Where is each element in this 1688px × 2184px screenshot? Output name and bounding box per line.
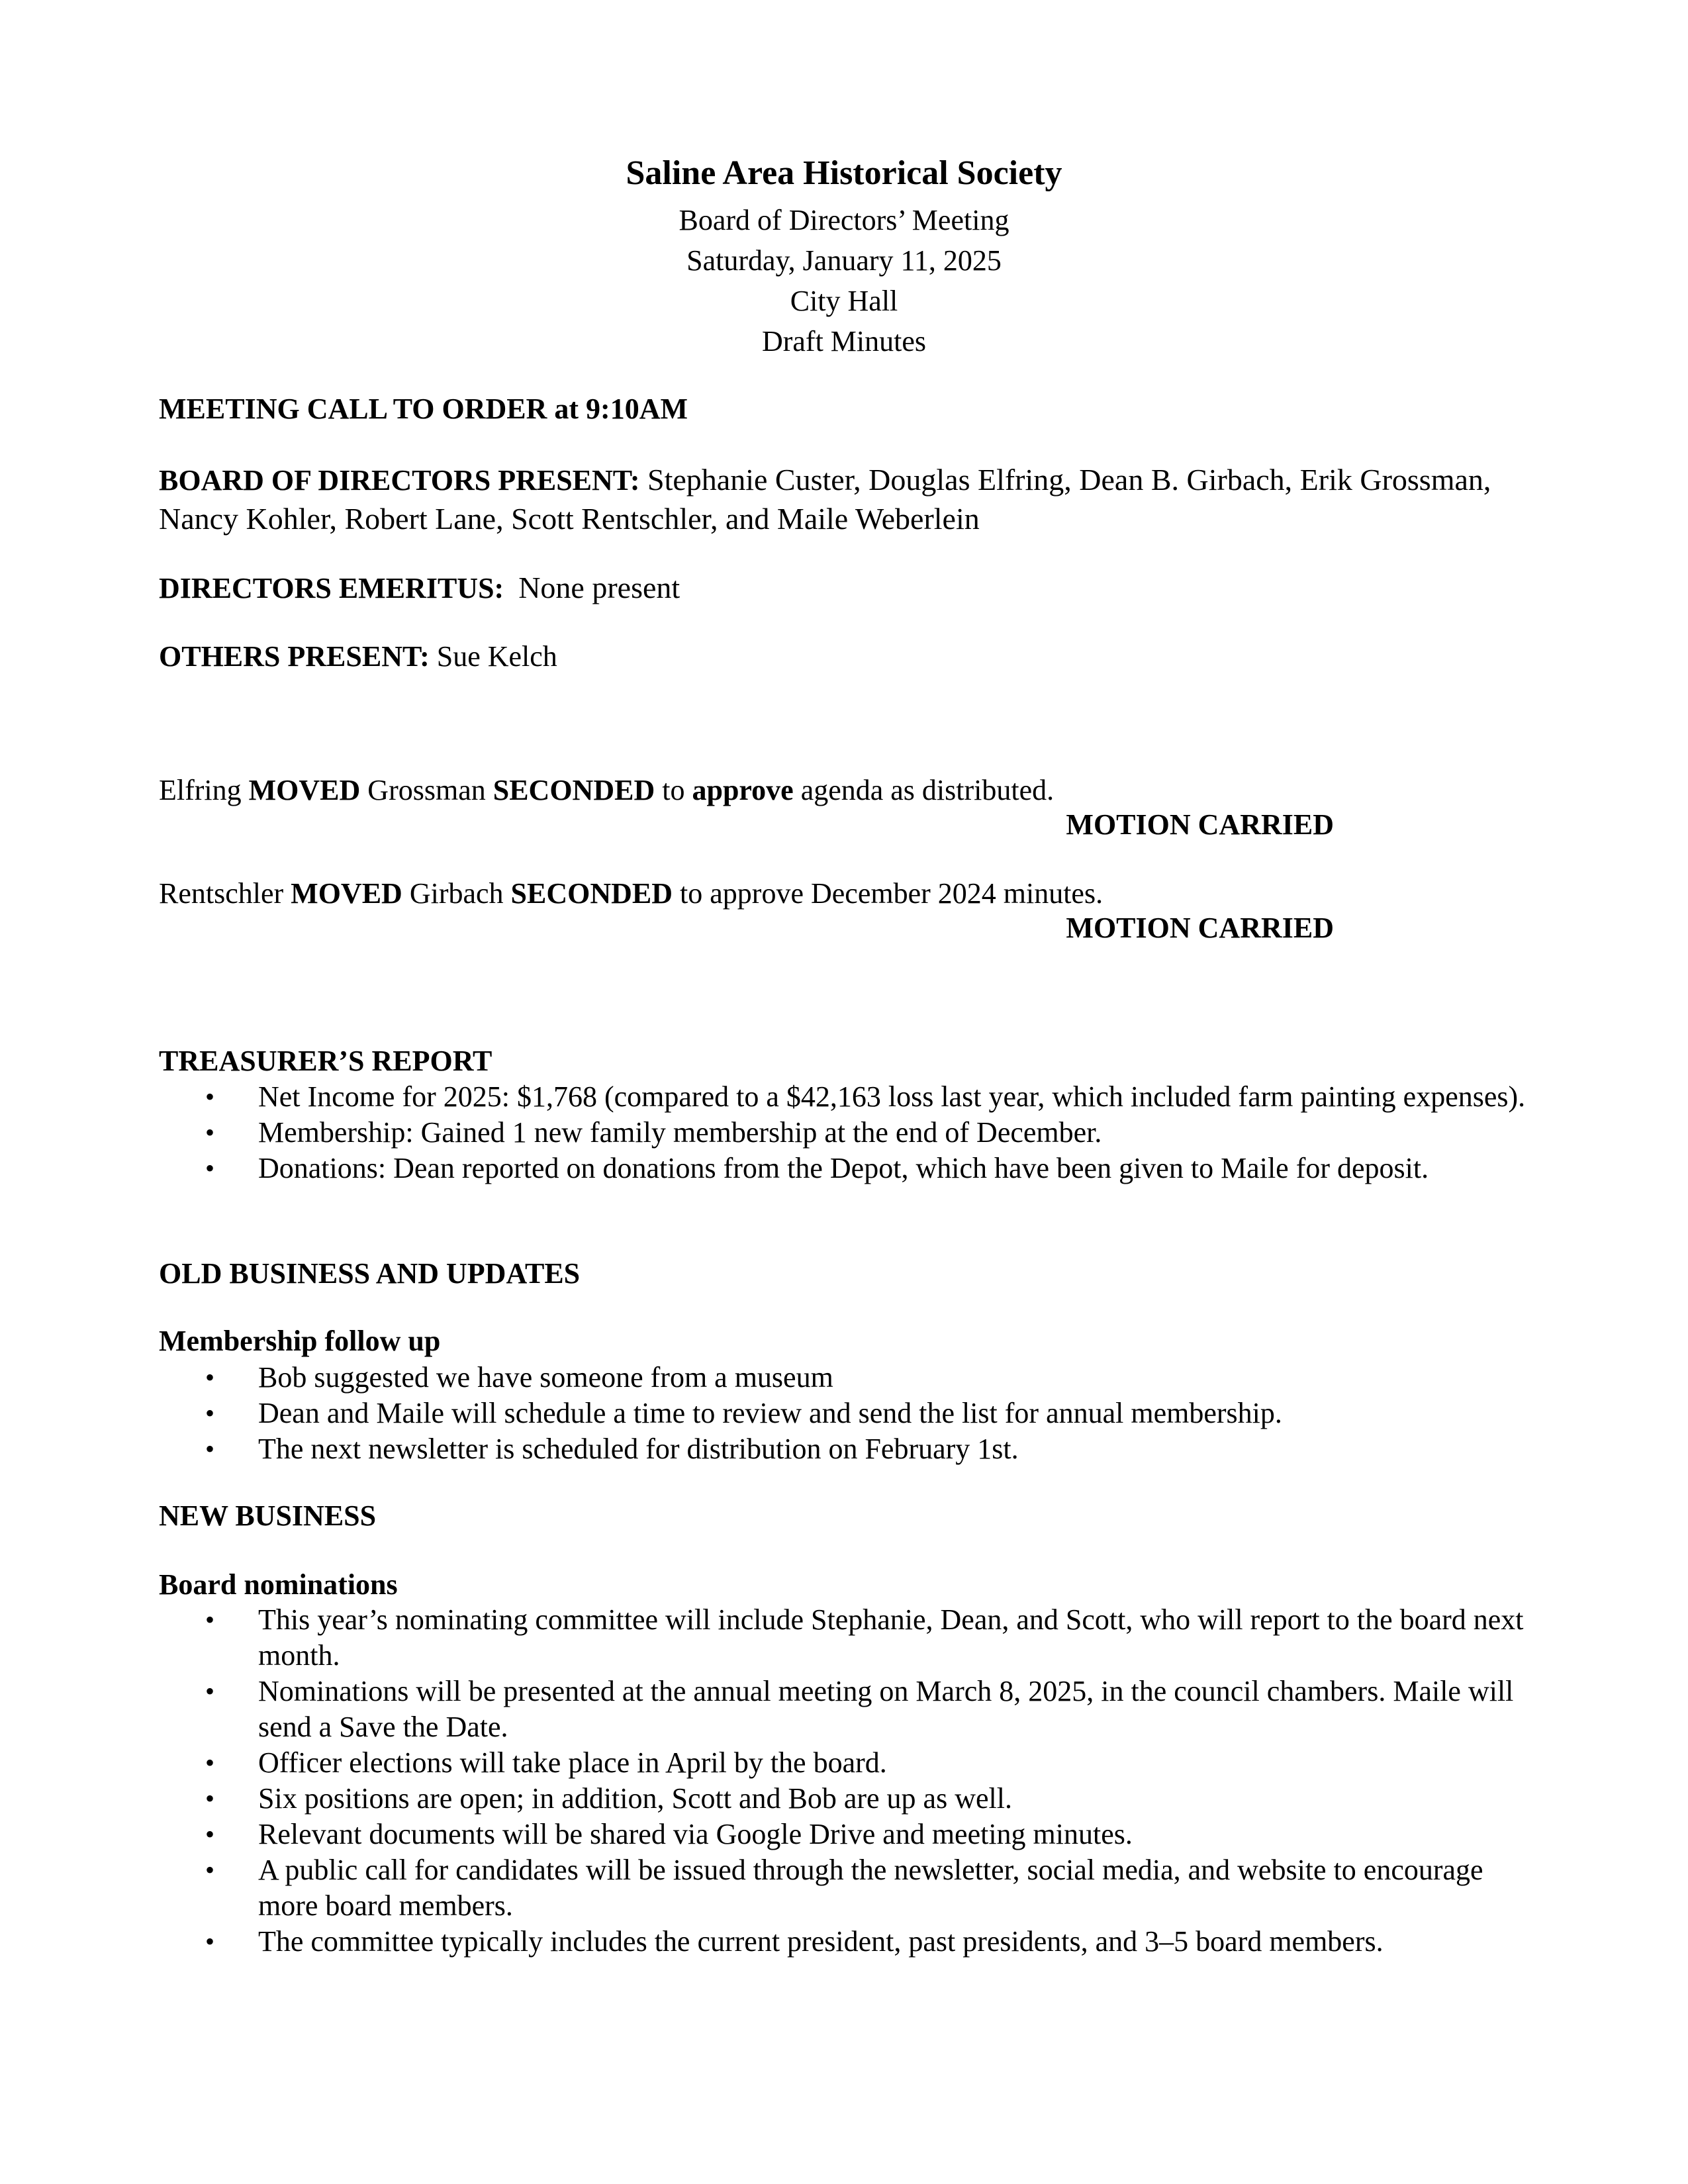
- old-business-subheading: Membership follow up: [159, 1325, 441, 1357]
- motion-seconded-word: SECONDED: [510, 877, 673, 910]
- new-business-list: [159, 1602, 1549, 1960]
- bullet-icon: •: [205, 1819, 215, 1849]
- document-type: Draft Minutes: [761, 325, 927, 357]
- motion-to-word: to: [662, 774, 685, 806]
- motion-rest: agenda as distributed.: [800, 774, 1055, 806]
- bullet-icon: •: [205, 1676, 215, 1706]
- bullet-icon: •: [205, 1117, 215, 1147]
- list-item: • The committee typically includes the current president, past presidents, and 3–5 board members.: [159, 1924, 1549, 1960]
- motion-moved-word: MOVED: [291, 877, 402, 910]
- list-item: • Relevant documents will be shared via Google Drive and meeting minutes.: [159, 1817, 1549, 1852]
- motion-seconder: Girbach: [409, 877, 504, 910]
- list-item: • Donations: Dean reported on donations from the Depot, which have been given to Maile for deposit.: [159, 1151, 1549, 1186]
- bullet-icon: •: [205, 1926, 215, 1956]
- old-business-list: [159, 1360, 1549, 1467]
- motion-mover: Elfring: [159, 774, 242, 806]
- list-item: • Bob suggested we have someone from a museum: [159, 1360, 1549, 1396]
- board-present-names: Stephanie Custer, Douglas Elfring, Dean B. Girbach, Erik Grossman, Nancy Kohler, Robert Lane, Scott Rentschler, and Maile Weberlein: [159, 463, 1491, 536]
- treasurer-list: [159, 1079, 1549, 1186]
- motion-approve-agenda: [159, 772, 1054, 809]
- board-present: [159, 461, 1516, 538]
- meeting-location: City Hall: [790, 285, 898, 317]
- board-present-label: BOARD OF DIRECTORS PRESENT:: [159, 464, 640, 497]
- new-business-heading: NEW BUSINESS: [159, 1499, 377, 1532]
- list-item: • Net Income for 2025: $1,768 (compared to a $42,163 loss last year, which included farm painting expenses).: [159, 1079, 1549, 1115]
- bullet-icon: •: [205, 1783, 215, 1813]
- directors-emeritus-label: DIRECTORS EMERITUS:: [159, 572, 504, 604]
- bullet-icon: •: [205, 1748, 215, 1778]
- directors-emeritus: [159, 569, 680, 607]
- motion-moved-word: MOVED: [248, 774, 361, 806]
- motion-action: approve: [692, 774, 794, 806]
- list-item: • Nominations will be presented at the annual meeting on March 8, 2025, in the council chambers. Maile will send a Save the Date.: [205, 1675, 1514, 1743]
- motion-result: MOTION CARRIED: [1066, 808, 1334, 841]
- bullet-icon: •: [205, 1398, 215, 1428]
- list-item: • The next newsletter is scheduled for distribution on February 1st.: [159, 1431, 1549, 1467]
- list-item: • Six positions are open; in addition, Scott and Bob are up as well.: [159, 1781, 1549, 1817]
- list-item: • Membership: Gained 1 new family membership at the end of December.: [159, 1115, 1549, 1151]
- bullet-icon: •: [205, 1082, 215, 1112]
- bullet-icon: •: [205, 1855, 215, 1885]
- bullet-icon: •: [205, 1362, 215, 1392]
- call-to-order: MEETING CALL TO ORDER at 9:10AM: [159, 393, 688, 425]
- motion-result: MOTION CARRIED: [1066, 912, 1334, 944]
- old-business-heading: OLD BUSINESS AND UPDATES: [159, 1257, 581, 1290]
- list-item: • Dean and Maile will schedule a time to review and send the list for annual membership.: [159, 1396, 1549, 1431]
- motion-seconder: Grossman: [367, 774, 486, 806]
- bullet-icon: •: [205, 1605, 215, 1635]
- list-item: • This year’s nominating committee will include Stephanie, Dean, and Scott, who will report to the board next month.: [205, 1603, 1524, 1672]
- motion-rest: to approve December 2024 minutes.: [680, 877, 1103, 910]
- list-item: • A public call for candidates will be issued through the newsletter, social media, and website to encourage more board members.: [205, 1854, 1483, 1922]
- motion-seconded-word: SECONDED: [492, 774, 655, 806]
- others-present-value: Sue Kelch: [436, 640, 557, 673]
- document-header: [0, 147, 1688, 361]
- new-business-subheading: Board nominations: [159, 1568, 398, 1601]
- bullet-icon: •: [205, 1153, 215, 1183]
- bullet-icon: •: [205, 1434, 215, 1464]
- others-present-label: OTHERS PRESENT:: [159, 640, 430, 673]
- meeting-name: Board of Directors’ Meeting: [679, 204, 1009, 236]
- directors-emeritus-value: None present: [518, 571, 680, 604]
- meeting-date: Saturday, January 11, 2025: [686, 244, 1002, 277]
- list-item: • Officer elections will take place in April by the board.: [159, 1745, 1549, 1781]
- org-title: Saline Area Historical Society: [626, 154, 1062, 192]
- motion-approve-minutes: [159, 875, 1103, 912]
- motion-mover: Rentschler: [159, 877, 284, 910]
- treasurer-heading: TREASURER’S REPORT: [159, 1045, 492, 1077]
- others-present: [159, 638, 557, 675]
